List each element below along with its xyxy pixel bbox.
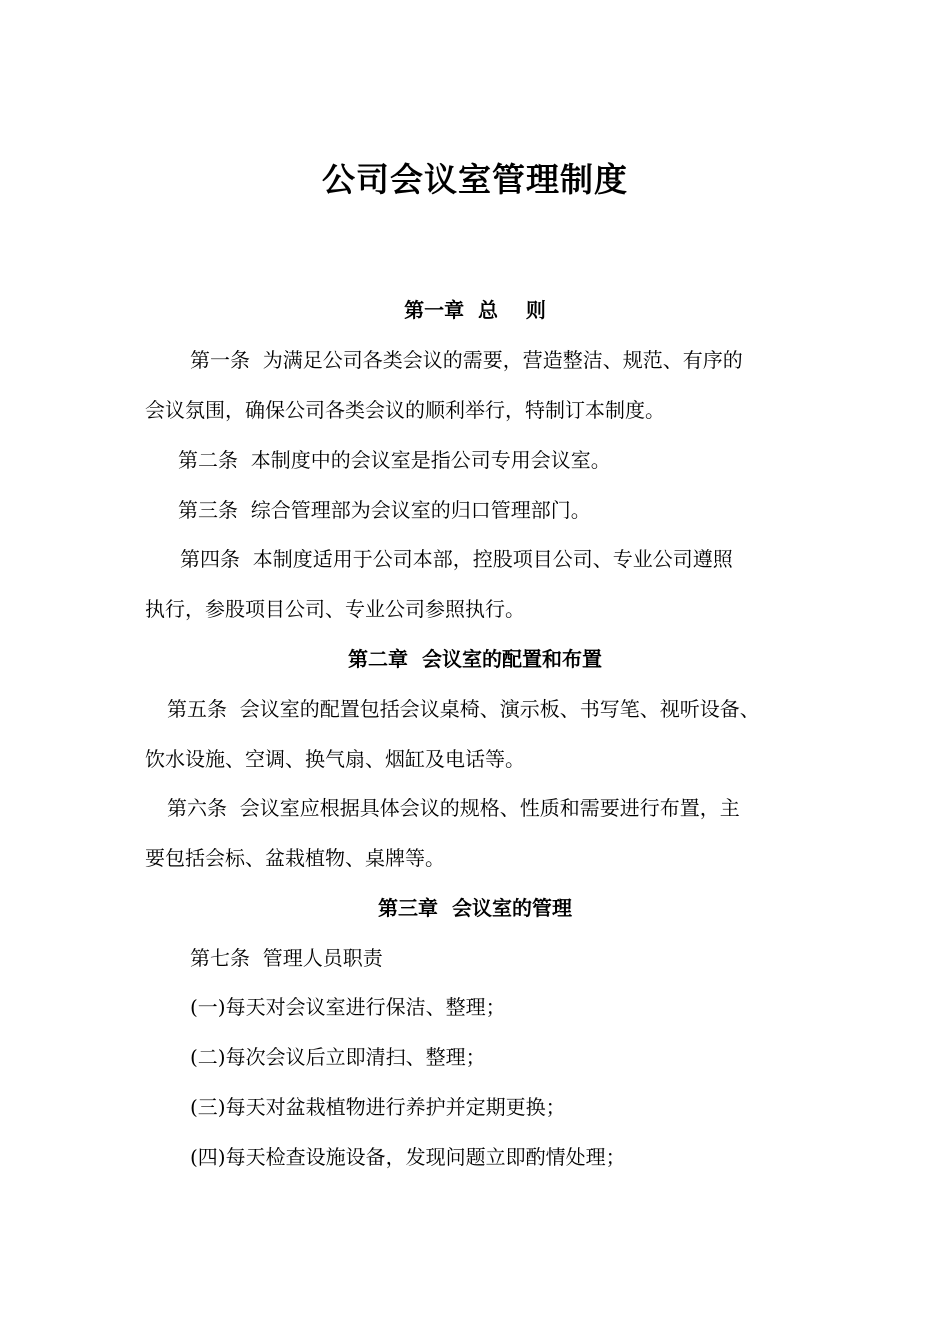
chapter-1-heading: 第一章 总 则 — [404, 298, 546, 322]
duty-item-2: (二)每次会议后立即清扫、整理； — [190, 1045, 486, 1069]
article-6-line-2: 要包括会标、盆栽植物、桌牌等。 — [145, 846, 445, 870]
chapter-3-heading: 第三章 会议室的管理 — [378, 896, 572, 920]
article-2: 第二条 本制度中的会议室是指公司专用会议室。 — [178, 448, 611, 472]
article-6-line-1: 第六条 会议室应根据具体会议的规格、性质和需要进行布置，主 — [167, 796, 740, 820]
article-4-line-1: 第四条 本制度适用于公司本部，控股项目公司、专业公司遵照 — [180, 547, 733, 571]
duty-item-3: (三)每天对盆栽植物进行养护并定期更换； — [190, 1095, 566, 1119]
article-7: 第七条 管理人员职责 — [190, 946, 383, 970]
chapter-2-heading: 第二章 会议室的配置和布置 — [348, 647, 602, 671]
article-1-line-2: 会议氛围，确保公司各类会议的顺利举行，特制订本制度。 — [145, 398, 665, 422]
article-5-line-1: 第五条 会议室的配置包括会议桌椅、演示板、书写笔、视听设备、 — [167, 697, 760, 721]
article-4-line-2: 执行，参股项目公司、专业公司参照执行。 — [145, 597, 525, 621]
document-title: 公司会议室管理制度 — [322, 160, 628, 199]
duty-item-4: (四)每天检查设施设备，发现问题立即酌情处理； — [190, 1145, 626, 1169]
article-5-line-2: 饮水设施、空调、换气扇、烟缸及电话等。 — [145, 747, 525, 771]
duty-item-1: (一)每天对会议室进行保洁、整理； — [190, 995, 506, 1019]
article-1-line-1: 第一条 为满足公司各类会议的需要，营造整洁、规范、有序的 — [190, 348, 743, 372]
article-3: 第三条 综合管理部为会议室的归口管理部门。 — [178, 498, 591, 522]
